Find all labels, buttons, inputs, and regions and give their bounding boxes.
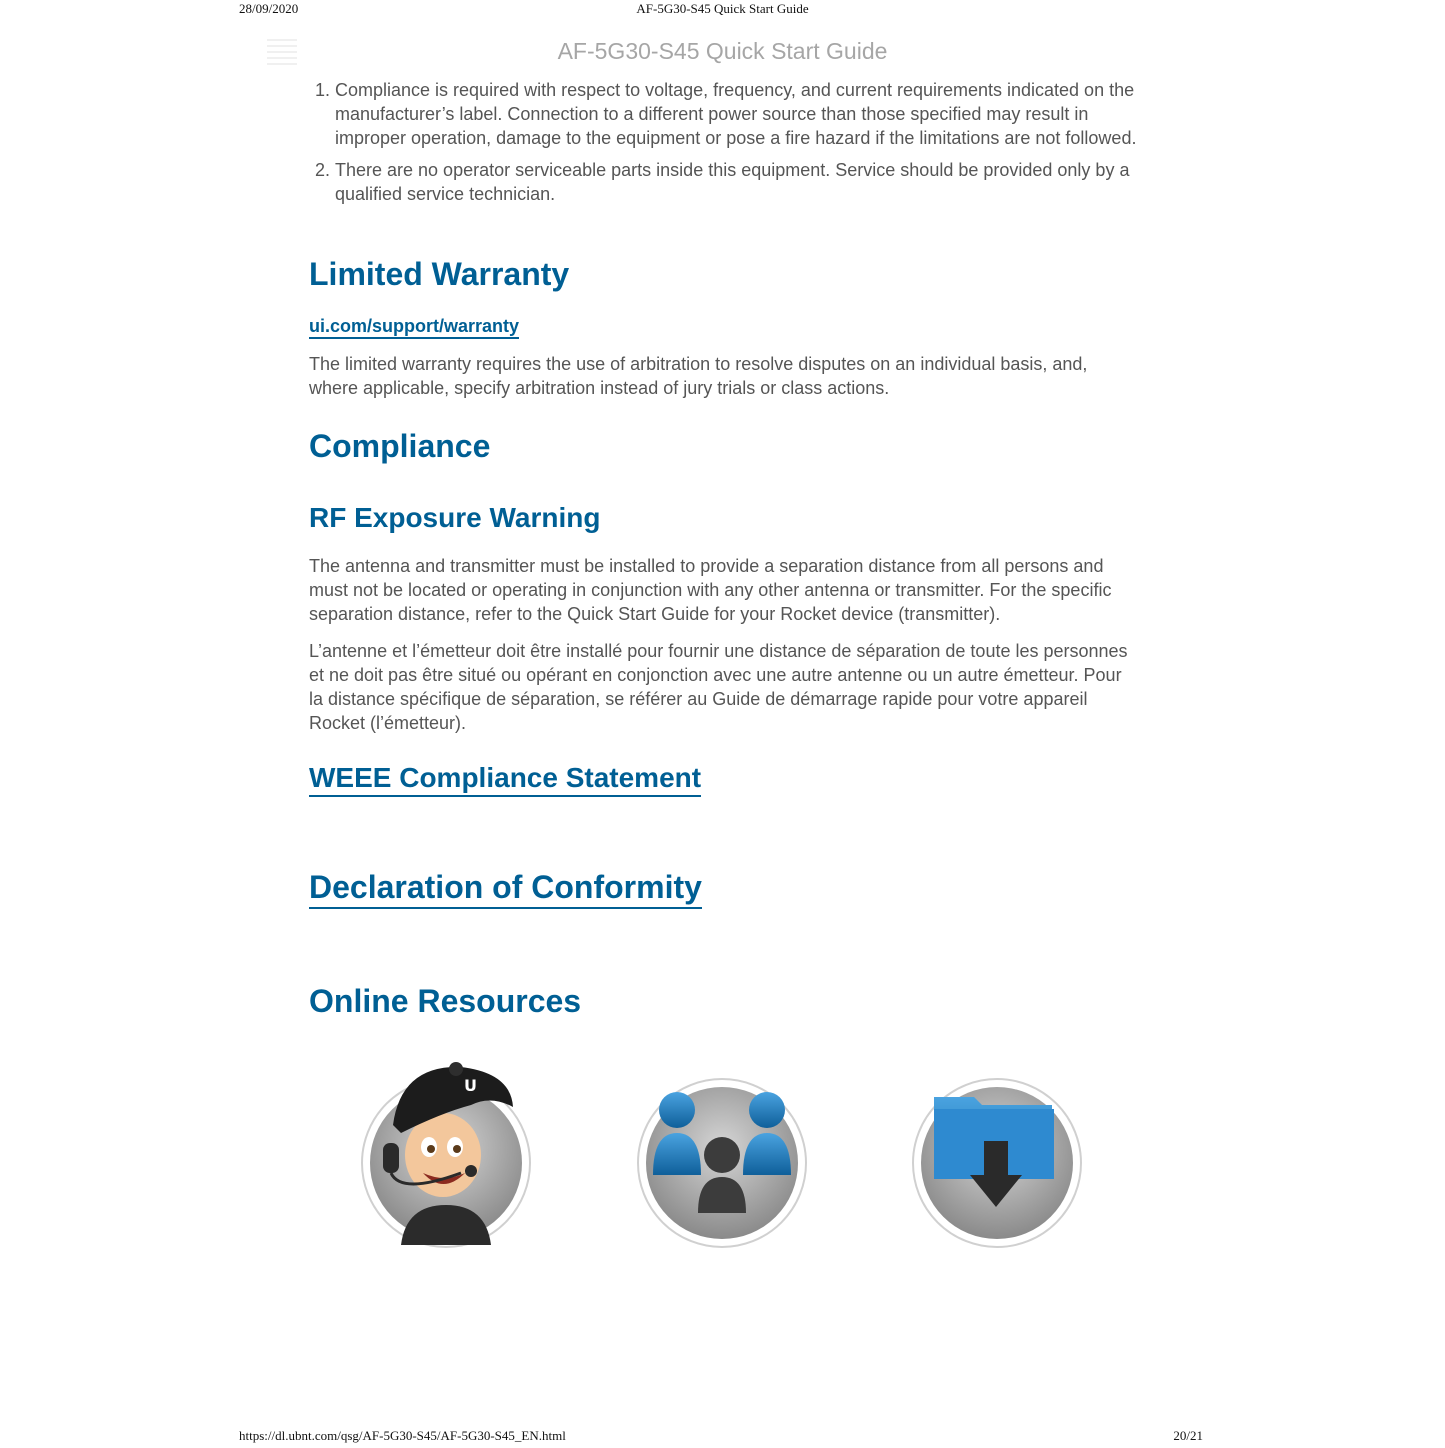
online-resources-heading: Online Resources: [309, 983, 582, 1019]
doc-title: AF-5G30-S45 Quick Start Guide: [557, 38, 888, 64]
warranty-text: The limited warranty requires the use of arbitration to resolve disputes on an individual basis, and, where applicable, specify arbitration instead of jury trials or class actions.: [309, 354, 1088, 398]
list-item: 1. Compliance is required with respect to voltage, frequency, and current requirements indicated on the manufacturer’s label. Connection to a different power source than those specified may result in improper operation, damage to the equipment or pose a fire hazard if the limitations are not followed.: [335, 78, 1139, 150]
rf-text-fr: L’antenne et l’émetteur doit être installé pour fournir une distance de séparation de toute les personnes et ne doit pas être situé ou opérant en conjonction avec une autre antenne ou un autre émetteur. Pour la distance spécifique de séparation, se référer au Guide de démarrage rapide pour votre appareil Rocket (l’émetteur).: [309, 641, 1128, 733]
warranty-link[interactable]: ui.com/support/warranty: [309, 315, 519, 339]
rf-text-en: The antenna and transmitter must be installed to provide a separation distance from all persons and must not be located or operating in conjunction with any other antenna or transmitter. For the specific separation distance, refer to the Quick Start Guide for your Rocket device (transmitter).: [309, 556, 1112, 624]
print-date: 28/09/2020: [239, 1, 299, 16]
weee-link[interactable]: [309, 761, 701, 797]
rf-exposure-heading: RF Exposure Warning: [309, 502, 601, 533]
compliance-heading: Compliance: [309, 428, 491, 464]
declaration-heading[interactable]: Declaration of Conformity: [309, 867, 702, 909]
warranty-heading: Limited Warranty: [309, 256, 570, 292]
safety-section: [309, 78, 1139, 214]
print-footer: [0, 1428, 1445, 1448]
list-item: 2. There are no operator serviceable parts inside this equipment. Service should be provided only by a qualified service technician.: [335, 158, 1139, 206]
page-number: 20/21: [1173, 1428, 1203, 1443]
declaration-link[interactable]: [309, 867, 702, 909]
print-header: [0, 1, 1445, 21]
community-icon[interactable]: [637, 1055, 807, 1255]
weee-heading[interactable]: WEEE Compliance Statement: [309, 761, 701, 797]
print-url: https://dl.ubnt.com/qsg/AF-5G30-S45/AF-5G30-S45_EN.html: [239, 1428, 566, 1443]
svg-text:U: U: [464, 1076, 477, 1095]
support-mascot-icon[interactable]: [361, 1055, 531, 1255]
print-title: AF-5G30-S45 Quick Start Guide: [636, 1, 809, 16]
safety-list: [309, 78, 1139, 206]
downloads-icon[interactable]: [912, 1055, 1082, 1255]
